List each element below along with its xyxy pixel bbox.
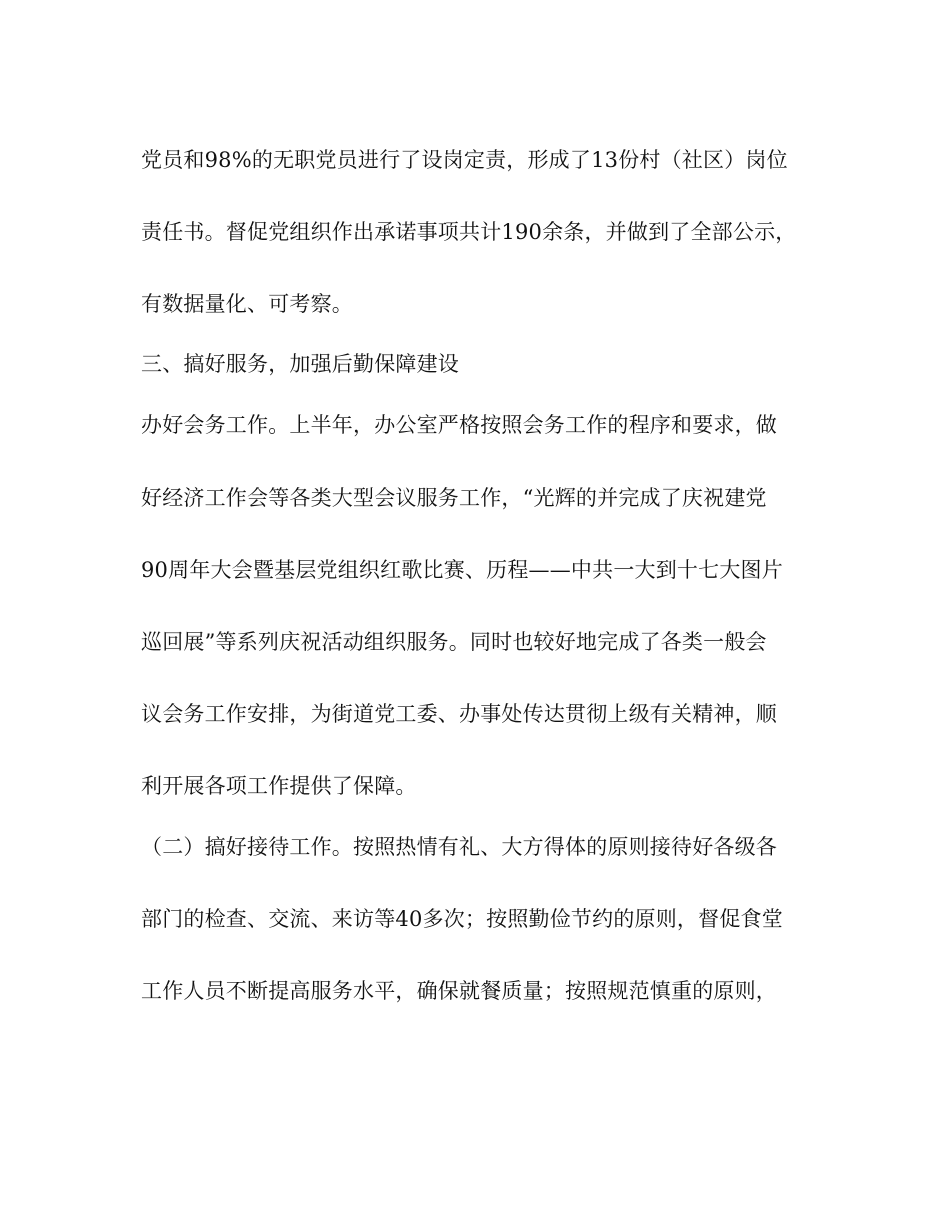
paragraph-line: 办好会务工作。上半年，办公室严格按照会务工作的程序和要求，做 (141, 413, 777, 437)
paragraph-line: 议会务工作安排，为街道党工委、办事处传达贯彻上级有关精神，顺 (141, 702, 777, 726)
paragraph-line: 有数据量化、可考察。 (141, 292, 353, 316)
paragraph-line: 巡回展”等系列庆祝活动组织服务。同时也较好地完成了各类一般会 (141, 630, 767, 654)
paragraph-line: 工作人员不断提高服务水平，确保就餐质量；按照规范慎重的原则， (141, 979, 777, 1003)
paragraph-line: 部门的检查、交流、来访等40多次；按照勤俭节约的原则，督促食堂 (141, 907, 783, 931)
paragraph-line: 党员和98%的无职党员进行了设岗定责，形成了13份村（社区）岗位 (141, 148, 788, 172)
paragraph-line: （二）搞好接待工作。按照热情有礼、大方得体的原则接待好各级各 (141, 835, 777, 859)
paragraph-line: 责任书。督促党组织作出承诺事项共计190余条，并做到了全部公示， (141, 220, 797, 244)
paragraph-line: 90周年大会暨基层党组织红歌比赛、历程——中共一大到十七大图片 (141, 558, 783, 582)
section-heading: 三、搞好服务，加强后勤保障建设 (141, 352, 459, 376)
paragraph-line: 好经济工作会等各类大型会议服务工作，“光辉的并完成了庆祝建党 (141, 486, 767, 510)
paragraph-line: 利开展各项工作提供了保障。 (141, 774, 417, 798)
